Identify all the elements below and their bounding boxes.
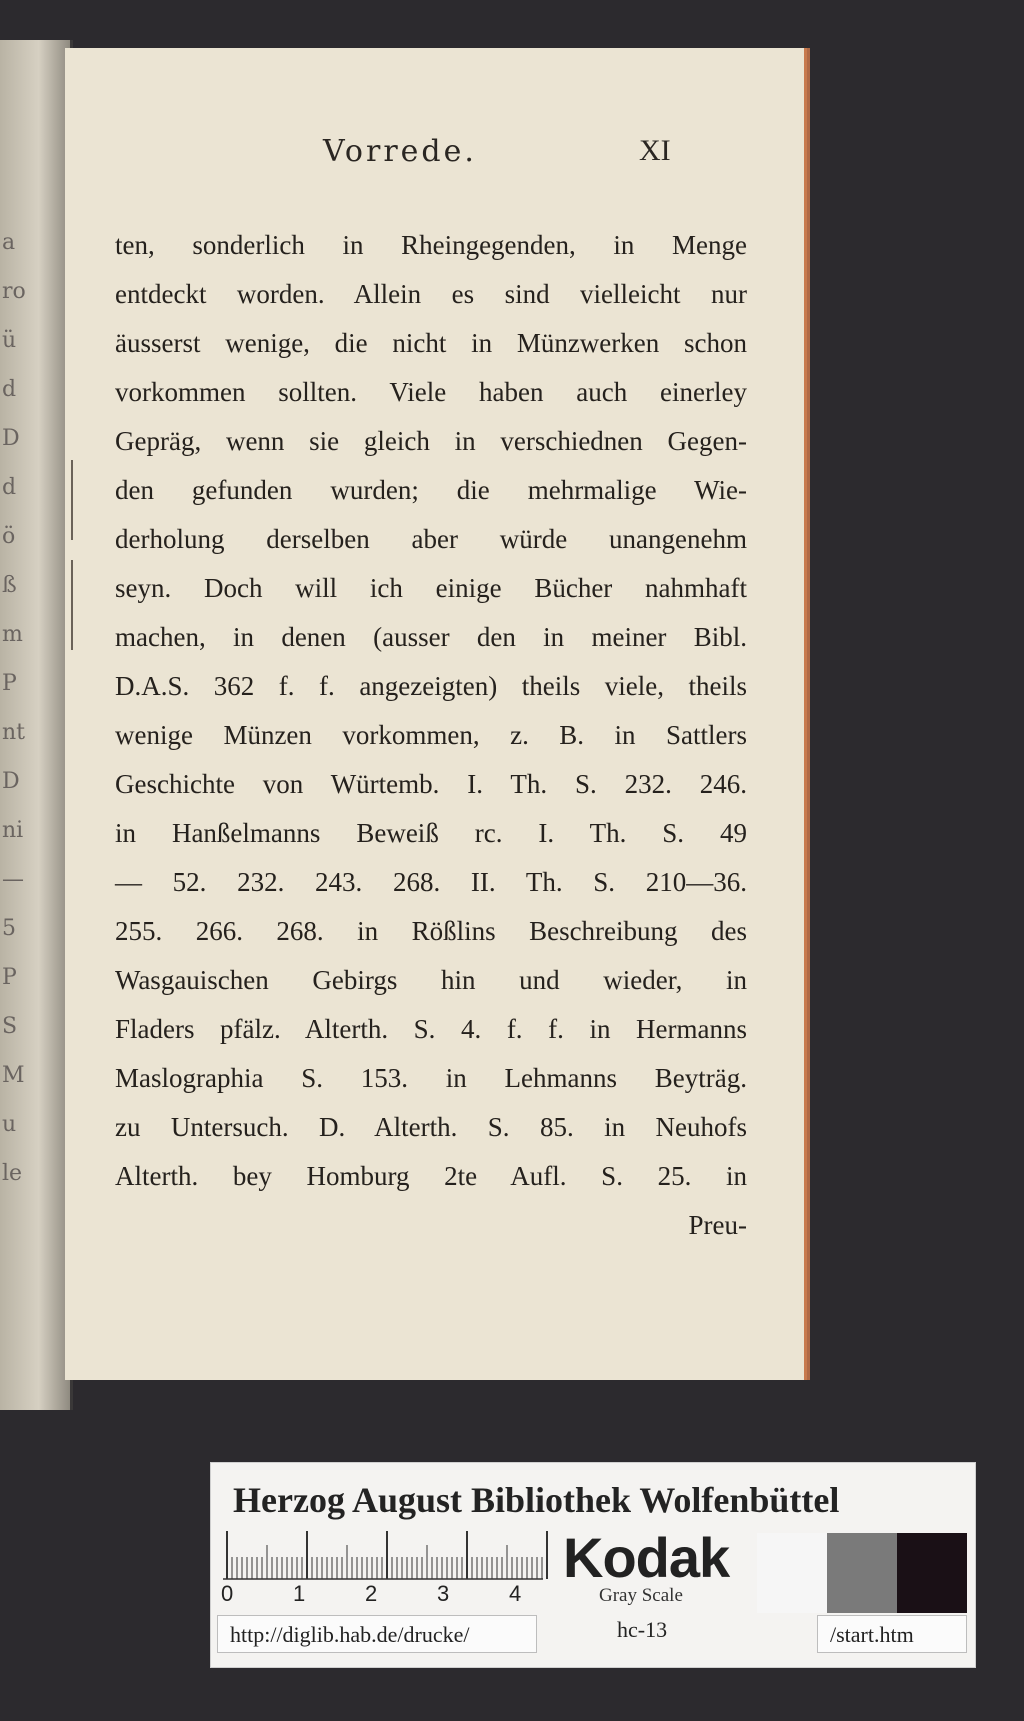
ruler-number: 1: [293, 1581, 306, 1606]
text-line: Maslographia S. 153. in Lehmanns Beyträg.: [115, 1063, 747, 1093]
left-page-fragment: P: [2, 965, 17, 990]
page-number: XI: [639, 134, 671, 167]
text-line: Alterth. bey Homburg 2te Aufl. S. 25. in: [115, 1161, 747, 1191]
left-page-edge: [0, 40, 73, 1410]
text-line: ten, sonderlich in Rheingegenden, in Menge: [115, 230, 747, 260]
white-swatch: [757, 1533, 827, 1613]
text-line: D.A.S. 362 f. f. angezeigten) theils viele, theils: [115, 671, 747, 701]
left-page-fragment: D: [2, 426, 20, 451]
left-page-fragment: ni: [2, 818, 24, 843]
ruler-number: 3: [437, 1581, 450, 1606]
text-line: wenige Münzen vorkommen, z. B. in Sattlers: [115, 720, 747, 750]
kodak-logo: Kodak: [563, 1526, 730, 1589]
gray-scale-label: Gray Scale: [599, 1585, 683, 1606]
text-line: Gepräg, wenn sie gleich in verschiednen Gegen-: [115, 426, 747, 456]
text-line: machen, in denen (ausser den in meiner Bibl.: [115, 622, 747, 652]
left-page-fragment: 5: [2, 916, 16, 941]
left-page-fragment: d: [2, 475, 17, 500]
book-page: [65, 48, 807, 1380]
black-swatch: [897, 1533, 967, 1613]
body-text: [115, 221, 747, 1250]
url-field: http://diglib.hab.de/drucke/: [217, 1615, 537, 1653]
running-head: [65, 134, 807, 184]
left-page-fragment: ro: [2, 279, 26, 304]
left-page-fragment: le: [2, 1161, 23, 1186]
left-page-fragment: P: [2, 671, 17, 696]
left-page-fragment: nt: [2, 720, 26, 745]
text-line: zu Untersuch. D. Alterth. S. 85. in Neuhofs: [115, 1112, 747, 1142]
ruler-ticks: [223, 1527, 553, 1583]
left-page-fragment: m: [2, 622, 23, 647]
text-line: Geschichte von Würtemb. I. Th. S. 232. 246.: [115, 769, 747, 799]
left-page-fragment: ü: [2, 328, 17, 353]
margin-pencil-mark: [71, 460, 73, 540]
text-line: entdeckt worden. Allein es sind vielleicht nur: [115, 279, 747, 309]
ruler-number: 0: [221, 1581, 234, 1606]
text-line: — 52. 232. 243. 268. II. Th. S. 210—36.: [115, 867, 747, 897]
left-page-fragment: u: [2, 1112, 17, 1137]
measurement-ruler: [223, 1527, 553, 1617]
text-line: vorkommen sollten. Viele haben auch einerley: [115, 377, 747, 407]
text-line: Fladers pfälz. Alterth. S. 4. f. f. in Hermanns: [115, 1014, 747, 1044]
text-line: 255. 266. 268. in Rößlins Beschreibung des: [115, 916, 747, 946]
text-line: in Hanßelmanns Beweiß rc. I. Th. S. 49: [115, 818, 747, 848]
left-page-fragment: d: [2, 377, 17, 402]
left-page-fragment: —: [2, 867, 24, 892]
code-field: hc-13: [617, 1617, 668, 1642]
text-line: derholung derselben aber würde unangenehm: [115, 524, 747, 554]
running-head-title: Vorrede.: [323, 134, 477, 169]
library-title: Herzog August Bibliothek Wolfenbüttel: [233, 1480, 840, 1520]
text-line: äusserst wenige, die nicht in Münzwerken schon: [115, 328, 747, 358]
margin-pencil-mark: [71, 560, 73, 650]
left-page-fragment: S: [2, 1014, 18, 1039]
left-page-fragment: D: [2, 769, 20, 794]
ruler-number: 2: [365, 1581, 378, 1606]
color-target-card: [210, 1462, 976, 1668]
left-page-fragment: a: [2, 230, 16, 255]
ruler-number: 4: [509, 1581, 522, 1606]
left-page-fragment: M: [2, 1063, 25, 1088]
text-line: den gefunden wurden; die mehrmalige Wie-: [115, 475, 747, 505]
text-line: seyn. Doch will ich einige Bücher nahmhaft: [115, 573, 747, 603]
gray-swatch: [827, 1533, 897, 1613]
page-field: /start.htm: [817, 1615, 967, 1653]
left-page-fragment: ß: [2, 573, 17, 598]
text-line: Wasgauischen Gebirgs hin und wieder, in: [115, 965, 747, 995]
catchword: Preu-: [688, 1210, 747, 1240]
left-page-fragment: ö: [2, 524, 16, 549]
